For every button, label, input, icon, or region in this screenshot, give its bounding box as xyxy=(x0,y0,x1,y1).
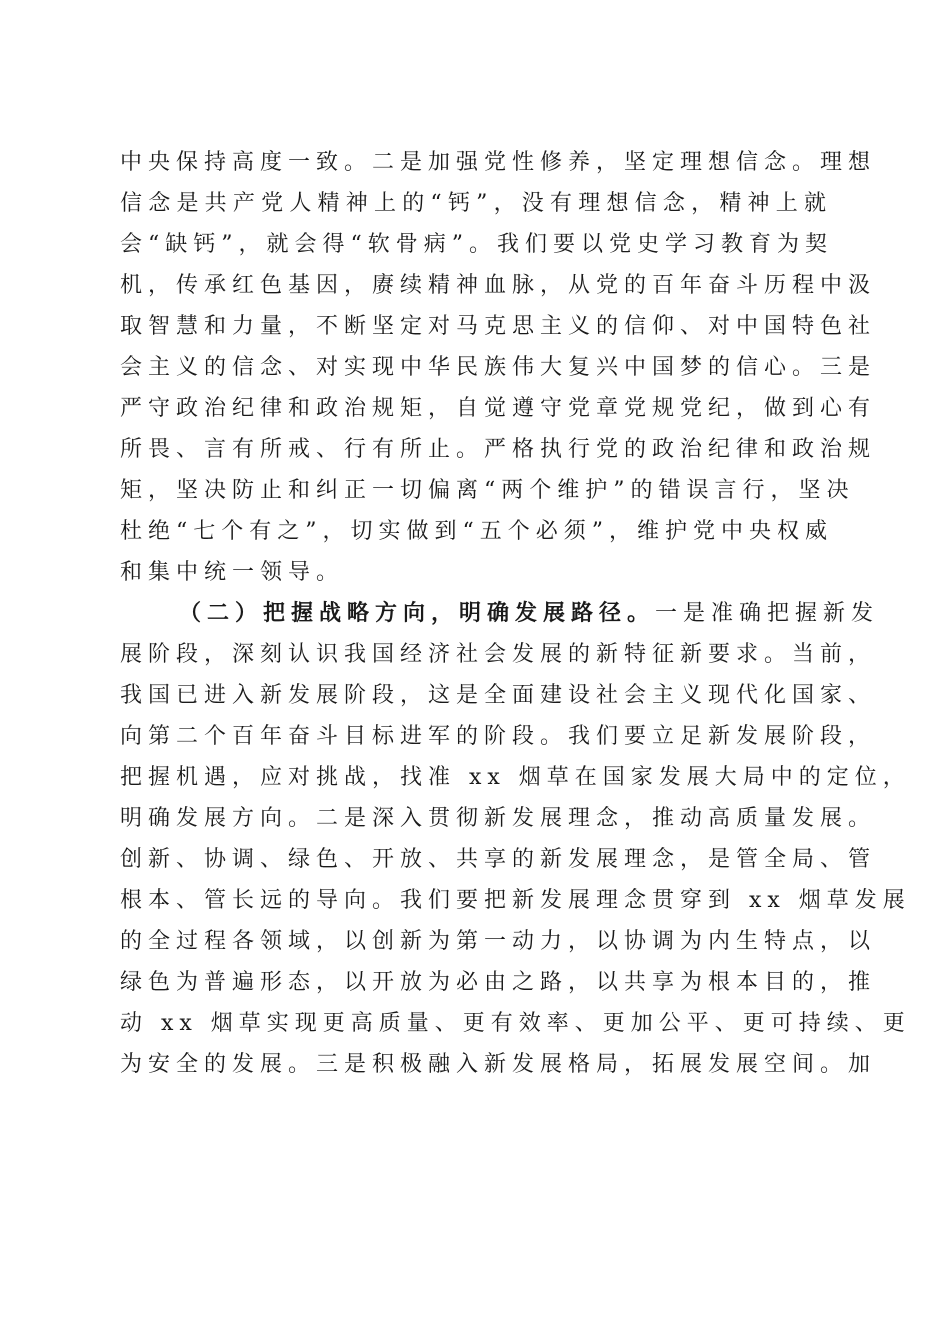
text-line-content: 矩，坚决防止和纠正一切偏离“两个维护”的错误言行，坚决 xyxy=(120,478,855,503)
text-line xyxy=(120,347,877,388)
text-line-content: 创新、协调、绿色、开放、共享的新发展理念，是管全局、管 xyxy=(120,847,877,872)
text-line xyxy=(120,839,877,880)
text-line xyxy=(120,511,832,552)
text-line-content: 的全过程各领域，以创新为第一动力，以协调为内生特点，以 xyxy=(120,929,877,954)
section-heading: （二）把握战略方向，明确发展路径。 xyxy=(179,600,656,626)
text-line xyxy=(120,306,877,347)
paragraph-1 xyxy=(120,142,877,593)
text-line-content: 根本、管长远的导向。我们要把新发展理念贯穿到 xx 烟草发展 xyxy=(120,888,911,913)
text-line xyxy=(120,142,877,183)
text-line xyxy=(120,962,877,1003)
text-line xyxy=(120,634,877,675)
text-line xyxy=(120,388,877,429)
text-line xyxy=(120,757,911,798)
text-line-content: 我国已进入新发展阶段，这是全面建设社会主义现代化国家、 xyxy=(120,683,877,708)
text-line-content xyxy=(120,593,880,634)
text-line-content: 绿色为普遍形态，以开放为必由之路，以共享为根本目的，推 xyxy=(120,970,877,995)
text-line-content: 展阶段，深刻认识我国经济社会发展的新特征新要求。当前， xyxy=(120,642,877,667)
text-line xyxy=(120,1044,877,1085)
text-line xyxy=(120,1003,911,1044)
text-line-content: 机，传承红色基因，赓续精神血脉，从党的百年奋斗历程中汲 xyxy=(120,273,877,298)
text-line-content: 所畏、言有所戒、行有所止。严格执行党的政治纪律和政治规 xyxy=(120,437,877,462)
text-line-content: 向第二个百年奋斗目标进军的阶段。我们要立足新发展阶段， xyxy=(120,724,877,749)
text-line xyxy=(120,921,877,962)
text-line xyxy=(120,798,877,839)
text-line-content: 信念是共产党人精神上的“钙”，没有理想信念，精神上就 xyxy=(120,191,832,216)
text-line-first xyxy=(120,593,880,634)
text-line xyxy=(120,224,832,265)
text-line-content: 为安全的发展。三是积极融入新发展格局，拓展发展空间。加 xyxy=(120,1052,877,1077)
text-line xyxy=(120,880,911,921)
text-line-content: 杜绝“七个有之”，切实做到“五个必须”，维护党中央权威 xyxy=(120,519,833,544)
text-line-content: 中央保持高度一致。二是加强党性修养，坚定理想信念。理想 xyxy=(120,150,877,175)
text-line-content: 明确发展方向。二是深入贯彻新发展理念，推动高质量发展。 xyxy=(120,806,877,831)
text-line xyxy=(120,183,832,224)
text-line-content: 取智慧和力量，不断坚定对马克思主义的信仰、对中国特色社 xyxy=(120,314,877,339)
text-line-content: 严守政治纪律和政治规矩，自觉遵守党章党规党纪，做到心有 xyxy=(120,396,877,421)
text-line xyxy=(120,265,877,306)
text-line-content: 和集中统一领导。 xyxy=(120,560,345,585)
paragraph-2 xyxy=(120,593,911,1085)
document-page xyxy=(120,142,911,1085)
text-line xyxy=(120,716,877,757)
text-line-content: 会“缺钙”，就会得“软骨病”。我们要以党史学习教育为契 xyxy=(120,232,833,257)
heading-trailing-text: 一是准确把握新发 xyxy=(655,601,880,626)
text-line-content: 会主义的信念、对实现中华民族伟大复兴中国梦的信心。三是 xyxy=(120,355,877,380)
text-line-content: 把握机遇，应对挑战，找准 xx 烟草在国家发展大局中的定位， xyxy=(120,765,911,790)
text-line-content: 动 xx 烟草实现更高质量、更有效率、更加公平、更可持续、更 xyxy=(120,1011,911,1036)
text-line xyxy=(120,429,877,470)
text-line xyxy=(120,470,855,511)
text-line xyxy=(120,552,832,593)
text-line xyxy=(120,675,877,716)
